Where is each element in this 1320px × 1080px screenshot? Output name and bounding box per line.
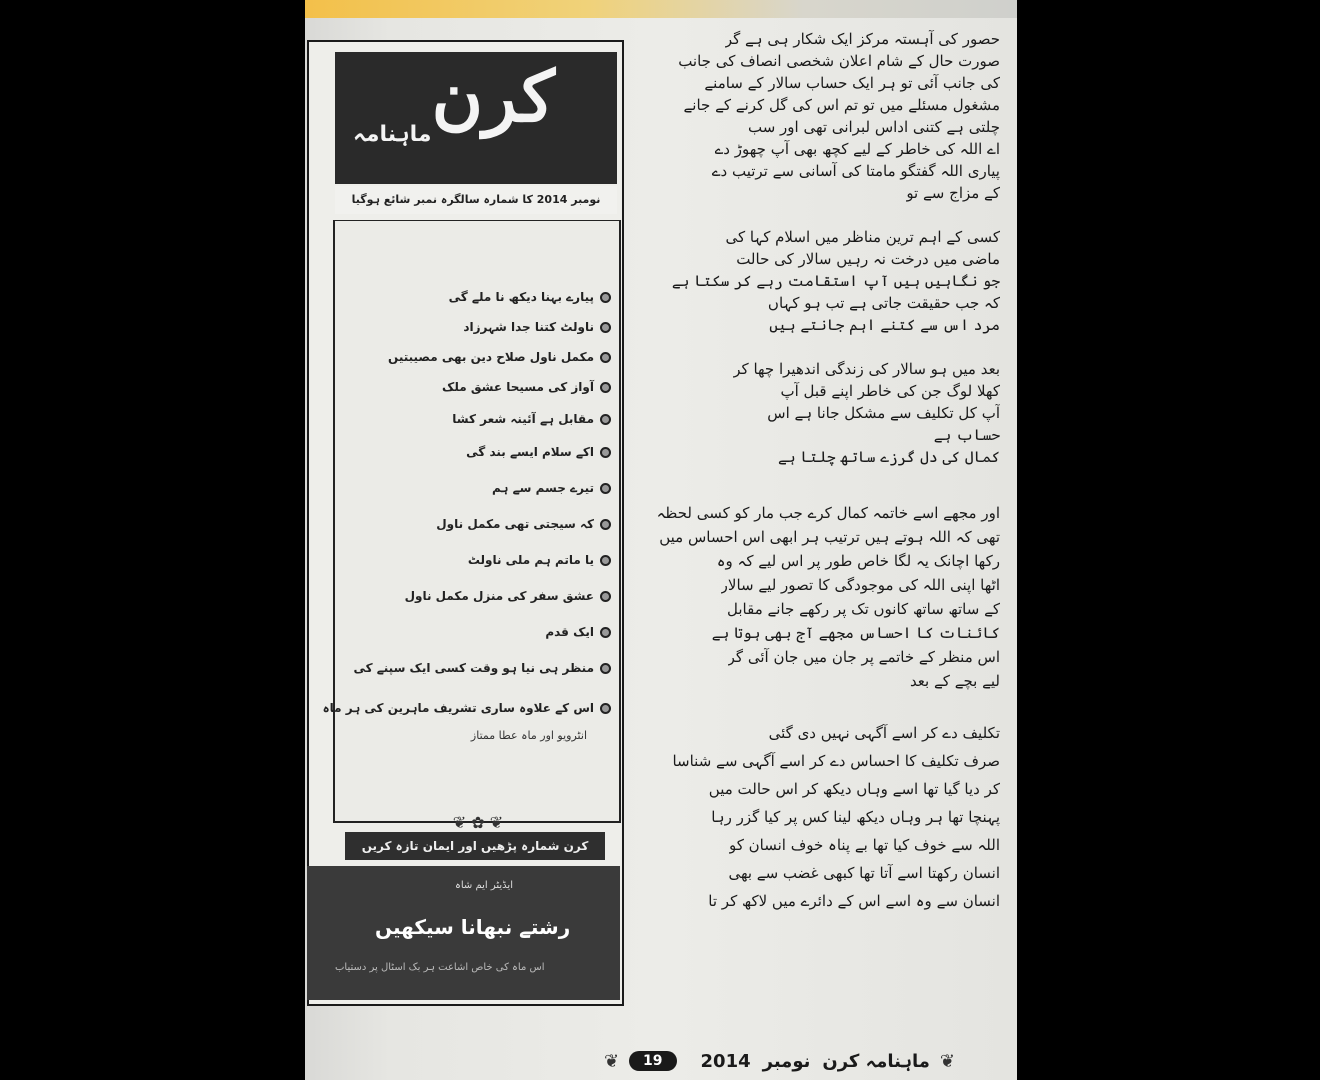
page-footer: [455, 1046, 965, 1076]
bullet-icon: [600, 483, 611, 494]
contents-item: آواز کی مسیحا عشق ملک: [442, 376, 611, 398]
article-line: جو نگاہیں ہیں آپ استقامت رہے کر سکتا ہے: [671, 272, 1000, 290]
promo-band: کرن شمارہ پڑھیں اور ایمان تازہ کریں: [345, 832, 605, 860]
article-line: تکلیف دے کر اسے آگہی نہیں دی گئی: [768, 724, 1000, 742]
article-line: چلتی ہے کتنی اداس لبرانی تھی اور سب: [747, 118, 1000, 136]
article-line: کمال کی دل گرزے ساتھ چلتا ہے: [778, 448, 1000, 466]
contents-item: اس کے علاوہ ساری تشریف ماہرین کی ہر ماہ: [323, 697, 611, 719]
bullet-icon: [600, 292, 611, 303]
top-color-strip: [305, 0, 1017, 18]
article-line: اس منظر کے خاتمے پر جان میں جان آئی گر: [727, 648, 1000, 666]
article-line: صرف تکلیف کا احساس دے کر اسے آگہی سے شناسا: [672, 752, 1000, 770]
article-line: اٹھا اپنی اللہ کی موجودگی کا تصور لیے سالار: [720, 576, 1000, 594]
article-line: اے اللہ کی خاطر کے لیے کچھ بھی آپ چھوڑ دے: [714, 140, 1000, 158]
magazine-logo: کرن: [431, 55, 555, 138]
article-line: پہنچا تھا ہر وہاں دیکھ لینا کس پر کیا گزر رہا: [711, 808, 1000, 826]
magazine-subtitle: ماہنامہ: [353, 122, 432, 147]
article-line: مشغول مسئلے میں تو تم اس کی گل کرنے کے جانے: [683, 96, 1000, 114]
issue-line: نومبر 2014 کا شمارہ سالگرہ نمبر شائع ہوگیا: [335, 186, 617, 214]
article-line: کھلا لوگ جن کی خاطر اپنے قبل آپ: [780, 382, 1000, 400]
footer-foot-text: اس ماہ کی خاص اشاعت ہر بک اسٹال پر دستیاب: [335, 962, 545, 973]
bullet-icon: [600, 414, 611, 425]
ornament-icon: ❦: [603, 1050, 620, 1072]
article-line: انسان رکھتا اسے آتا تھا کبھی غضب سے بھی: [728, 864, 1000, 882]
article-line: حساب ہے: [933, 426, 1000, 444]
article-line: تھی کہ اللہ ہوتے ہیں ترتیب ہر ابھی اس احساس میں: [659, 528, 1000, 546]
contents-item: یا ماتم ہم ملی ناولٹ: [468, 549, 611, 571]
bullet-icon: [600, 352, 611, 363]
footer-small-text: ایڈیٹر ایم شاہ: [455, 880, 513, 891]
article-line: صورت حال کے شام اعلان شخصی انصاف کی جانب: [678, 52, 1000, 70]
bullet-icon: [600, 382, 611, 393]
article-line: ماضی میں درخت نہ رہیں سالار کی حالت: [736, 250, 1000, 268]
article-line: پیاری اللہ گفتگو مامتا کی آسانی سے ترتیب دے: [711, 162, 1000, 180]
footer-magazine-name: ماہنامہ کرن: [822, 1050, 930, 1072]
bullet-icon: [600, 555, 611, 566]
contents-item: منظر ہی نیا ہو وقت کسی ایک سپنے کی: [353, 657, 611, 679]
bullet-icon: [600, 322, 611, 333]
bullet-icon: [600, 663, 611, 674]
footer-month: نومبر: [762, 1050, 811, 1072]
ornament-icon: ❦ ✿ ❦: [452, 812, 504, 832]
ornament-icon: ❦: [939, 1050, 955, 1072]
article-line: انسان سے وہ اسے اس کے دائرے میں لاکھ کر تا: [708, 892, 1000, 910]
contents-item: اکے سلام ایسے بند گی: [466, 441, 611, 463]
article-line: کے ساتھ ساتھ کانوں تک پر رکھے جانے مقابل: [727, 600, 1000, 618]
article-line: اللہ سے خوف کیا تھا بے پناہ خوف انسان کو: [728, 836, 1000, 854]
article-line: کہ جب حقیقت جاتی ہے تب ہو کہاں: [767, 294, 1000, 312]
article-line: بعد میں ہو سالار کی زندگی اندھیرا چھا کر: [733, 360, 1000, 378]
article-column: [635, 30, 1000, 1025]
page-number: 19: [629, 1051, 676, 1071]
bullet-icon: [600, 627, 611, 638]
article-line: کائنات کا احساس مجھے آج بھی ہوتا ہے: [711, 624, 1000, 642]
footer-year: 2014: [700, 1050, 751, 1072]
contents-item: ایک قدم: [545, 621, 611, 643]
contents-item: پیارے بہنا دیکھ نا ملے گی: [449, 286, 611, 308]
article-line: کر دیا گیا تھا اسے وہاں دیکھ کر اس حالت میں: [708, 780, 1000, 798]
article-line: رکھا اچانک یہ لگا خاص طور پر اس لیے کہ وہ: [716, 552, 1000, 570]
bullet-icon: [600, 703, 611, 714]
contents-item: ناولٹ کتنا جدا شہرزاد: [463, 316, 611, 338]
article-line: لیے بچے کے بعد: [909, 672, 1000, 690]
bullet-icon: [600, 519, 611, 530]
article-line: آپ کل تکلیف سے مشکل جانا ہے اس: [767, 404, 1000, 422]
article-line: اور مجھے اسے خاتمہ کمال کرے جب مار کو کسی لحظہ: [656, 504, 1000, 522]
contents-item: مکمل ناول صلاح دین بھی مصیبتیں: [388, 346, 611, 368]
contents-item: مقابل ہے آئینہ شعر کشا: [452, 408, 611, 430]
article-line: حصور کی آہستہ مرکز ایک شکار ہی ہے گر: [724, 30, 1000, 48]
bullet-icon: [600, 447, 611, 458]
contents-box: [322, 220, 621, 823]
contents-item: کہ سیجتی تھی مکمل ناول: [436, 513, 611, 535]
magazine-page: [305, 0, 1017, 1080]
article-line: مرد اس سے کتنے اہم جانتے ہیں: [769, 316, 1000, 334]
article-line: کسی کے اہم ترین مناظر میں اسلام کہا کی: [725, 228, 1000, 246]
masthead: [335, 52, 617, 184]
contents-item: تیرے جسم سے ہم: [492, 477, 611, 499]
bullet-icon: [600, 591, 611, 602]
article-line: کی جانب آئی تو ہر ایک حساب سالار کے سامنے: [704, 74, 1000, 92]
article-line: کے مزاج سے تو: [906, 184, 1000, 202]
footer-title: رشتے نبھانا سیکھیں: [375, 915, 571, 939]
contents-note: انٹرویو اور ماہ عطا ممتاز: [470, 729, 587, 742]
contents-item: عشق سفر کی منزل مکمل ناول: [405, 585, 611, 607]
